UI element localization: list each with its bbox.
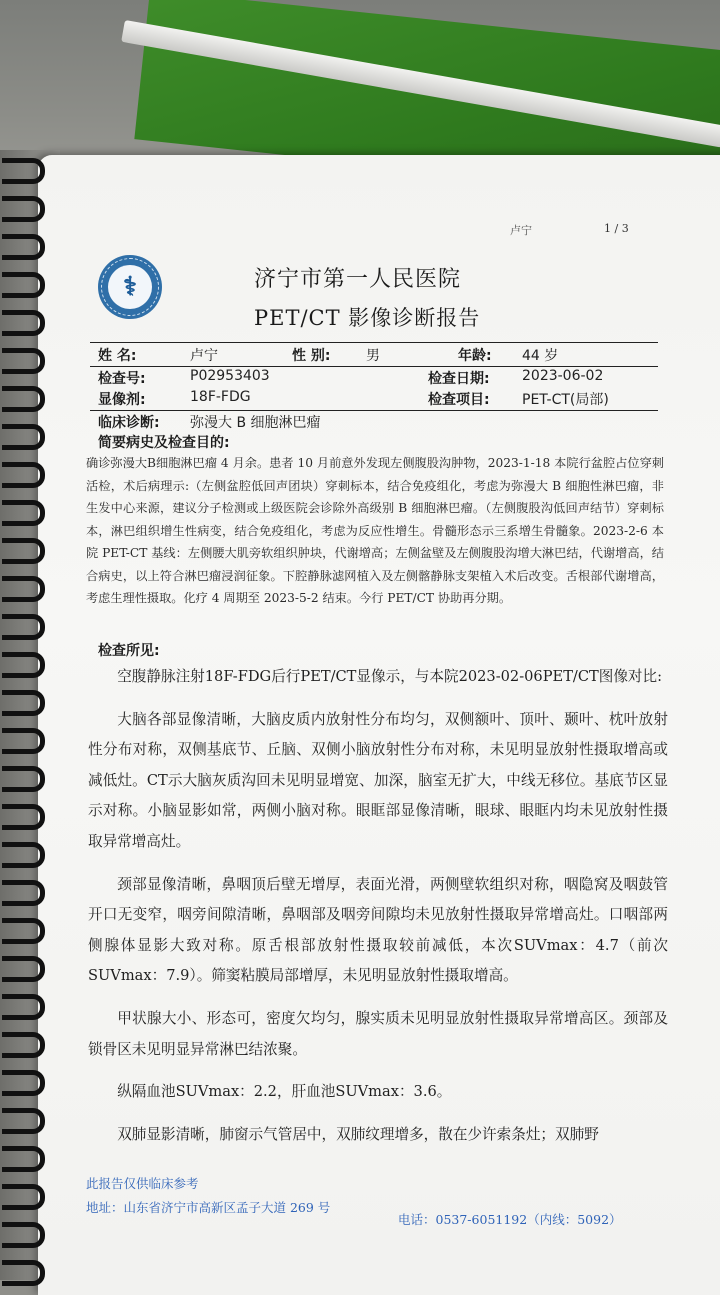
binding-coil — [2, 1222, 45, 1248]
binding-coil — [2, 1108, 45, 1134]
hospital-logo — [98, 255, 162, 319]
binding-coil — [2, 766, 45, 792]
binding-coil — [2, 728, 45, 754]
exam-no-label: 检查号: — [98, 371, 146, 387]
diagnosis-value: 弥漫大 B 细胞淋巴瘤 — [190, 415, 321, 431]
name-label: 姓 名: — [98, 348, 137, 364]
patient-name: 卢宁 — [190, 348, 218, 364]
binding-coil — [2, 918, 45, 944]
binding-coil — [2, 538, 45, 564]
sex-label: 性 别: — [292, 348, 331, 364]
binding-coil — [2, 1146, 45, 1172]
findings-paragraph: 纵隔血池SUVmax：2.2，肝血池SUVmax：3.6。 — [117, 1083, 452, 1101]
exam-date-label: 检查日期: — [428, 371, 490, 387]
footer-address: 地址：山东省济宁市高新区孟子大道 269 号 — [86, 1200, 331, 1215]
binding-coil — [2, 1184, 45, 1210]
page-number: 1 / 3 — [604, 222, 629, 235]
binding-coil — [2, 994, 45, 1020]
binding-coil — [2, 614, 45, 640]
findings-body — [88, 662, 668, 1162]
exam-item: PET-CT(局部) — [522, 392, 609, 408]
footer-phone: 电话：0537-6051192（内线：5092） — [398, 1212, 622, 1227]
hospital-name: 济宁市第一人民医院 — [254, 267, 462, 292]
binding-coil — [2, 652, 45, 678]
divider-row3 — [90, 410, 658, 411]
findings-paragraph: 空腹静脉注射18F-FDG后行PET/CT显像示，与本院2023-02-06PET/CT图像对比: — [117, 668, 663, 685]
findings-paragraph: 颈部显像清晰，鼻咽顶后壁无增厚，表面光滑，两侧壁软组织对称，咽隐窝及咽鼓管开口无变窄，咽旁间隙清晰，鼻咽部及咽旁间隙均未见放射性摄取异常增高灶。口咽部两侧腺体显影大致对称。原舌根部放射性摄取较前减低，本次SUVmax：4.7（前次SUVmax：7.9）。筛窦粘膜局部增厚，未见明显放射性摄取增高。 — [88, 875, 668, 985]
binding-coil — [2, 842, 45, 868]
binding-coil — [2, 310, 45, 336]
exam-no: P02953403 — [190, 368, 270, 384]
binding-coil — [2, 956, 45, 982]
binding-coil — [2, 272, 45, 298]
patient-age: 44 岁 — [522, 348, 559, 364]
findings-label: 检查所见: — [98, 643, 160, 659]
patient-sex: 男 — [366, 348, 380, 364]
binding-coil — [2, 690, 45, 716]
agent: 18F-FDG — [190, 389, 251, 405]
diagnosis-label: 临床诊断: — [98, 415, 160, 431]
report-title: PET/CT 影像诊断报告 — [254, 306, 481, 330]
binding-coil — [2, 1260, 45, 1286]
agent-label: 显像剂: — [98, 392, 146, 408]
findings-paragraph: 双肺显影清晰，肺窗示气管居中，双肺纹理增多，散在少许索条灶；双肺野 — [117, 1125, 599, 1143]
binding-coil — [2, 424, 45, 450]
footer-disclaimer: 此报告仅供临床参考 — [86, 1176, 199, 1191]
binding-coil — [2, 500, 45, 526]
binding-coil — [2, 348, 45, 374]
binding-coil — [2, 1032, 45, 1058]
binding-coil — [2, 880, 45, 906]
age-label: 年龄: — [458, 348, 492, 364]
caduceus-icon: ⚕ — [108, 265, 152, 309]
history-text: 确诊弥漫大B细胞淋巴瘤 4 月余。患者 10 月前意外发现左侧腹股沟肿物，2023-1-18 本院行盆腔占位穿刺活检，术后病理示:（左侧盆腔低回声团块）穿刺标本，结合免疫组化，考虑为弥漫大 B 细胞性淋巴瘤，非生发中心来源，建议分子检测或上级医院会诊除外高级别 B 细胞淋巴瘤。（左侧腹股沟低回声结节）穿刺标本，淋巴组织增生性病变，结合免疫组化，考虑为反应性增生。骨髓形态示三系增生骨髓象。2023-2-6 本院 PET-CT 基线：左侧腰大肌旁软组织肿块，代谢增高；左侧盆壁及左侧腹股沟增大淋巴结，代谢增高，结合病史，以上符合淋巴瘤浸润征象。下腔静脉滤网植入及左侧髂静脉支架植入术后改变。舌根部代谢增高，考虑生理性摄取。化疗 4 周期至 2023-5-2 结束。今行 PET/CT 协助再分期。 — [86, 456, 664, 605]
binding-coil — [2, 234, 45, 260]
divider-row1 — [90, 366, 658, 367]
exam-date: 2023-06-02 — [522, 368, 604, 384]
binding-coil — [2, 1070, 45, 1096]
binding-coil — [2, 576, 45, 602]
binding-coil — [2, 196, 45, 222]
exam-item-label: 检查项目: — [428, 392, 490, 408]
binding-coil — [2, 386, 45, 412]
findings-paragraph: 大脑各部显像清晰，大脑皮质内放射性分布均匀，双侧额叶、顶叶、颞叶、枕叶放射性分布对称，双侧基底节、丘脑、双侧小脑放射性分布对称，未见明显放射性摄取增高或减低灶。CT示大脑灰质沟回未见明显增宽、加深，脑室无扩大，中线无移位。基底节区显示对称。小脑显影如常，两侧小脑对称。眼眶部显像清晰，眼球、眼眶内均未见放射性摄取异常增高灶。 — [88, 710, 668, 850]
header-patient-name: 卢宁 — [510, 224, 532, 237]
history-label: 简要病史及检查目的: — [98, 435, 230, 451]
findings-paragraph: 甲状腺大小、形态可，密度欠均匀，腺实质未见明显放射性摄取异常增高区。颈部及锁骨区未见明显异常淋巴结浓聚。 — [88, 1009, 668, 1058]
binding-coil — [2, 158, 45, 184]
divider-top — [90, 342, 658, 343]
spiral-binding — [0, 150, 50, 1280]
binding-coil — [2, 462, 45, 488]
binding-coil — [2, 804, 45, 830]
